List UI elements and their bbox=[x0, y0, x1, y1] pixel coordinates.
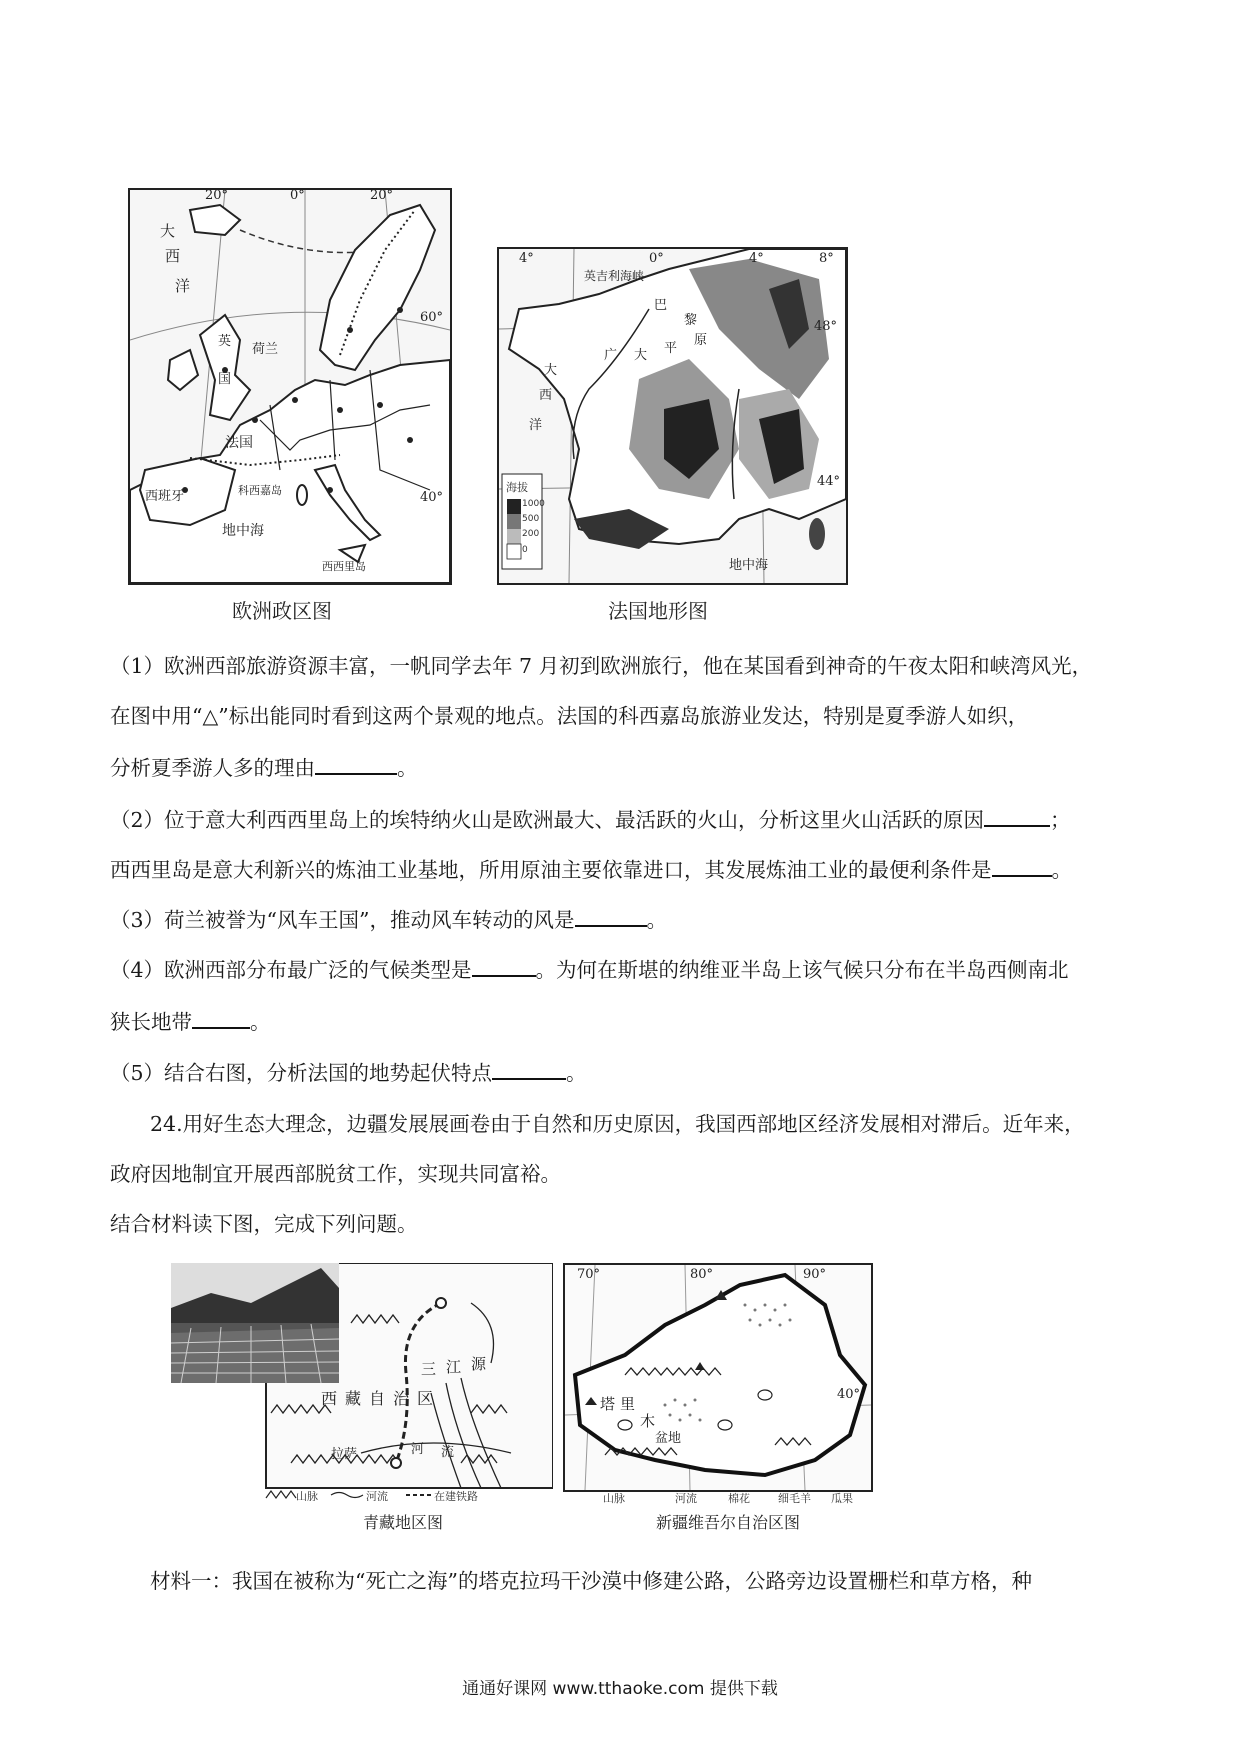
qinghai-label-sanjiang-1: 三 bbox=[421, 1360, 437, 1378]
xinjiang-label-lon80: 80° bbox=[690, 1267, 714, 1282]
q2-answer-blank-1[interactable] bbox=[984, 805, 1050, 827]
q4-line-1 bbox=[110, 955, 1140, 984]
page-footer: 通通好课网 www.tthaoke.com 提供下载 bbox=[462, 1679, 778, 1699]
q4-answer-blank-2[interactable] bbox=[192, 1007, 250, 1029]
france-label-channel: 英吉利海峡 bbox=[584, 269, 645, 283]
france-label-basin-1: 巴 bbox=[654, 298, 668, 313]
q4-line-1-end: 。为何在斯堪的纳维亚半岛上该气候只分布在半岛西侧南北 bbox=[535, 958, 1069, 982]
xinjiang-map-caption: 新疆维吾尔自治区图 bbox=[656, 1513, 801, 1532]
q3-end: 。 bbox=[646, 908, 668, 932]
france-label-atlantic-2: 西 bbox=[539, 388, 553, 403]
europe-label-sicily: 西西里岛 bbox=[322, 560, 366, 573]
xinjiang-legend-melon: 瓜果 bbox=[831, 1492, 853, 1505]
france-map-drawing bbox=[499, 249, 846, 583]
xinjiang-legend bbox=[563, 1490, 869, 1504]
europe-label-lon-w20: 20° bbox=[205, 188, 229, 203]
q5-text: （5）结合右图，分析法国的地势起伏特点 bbox=[110, 1061, 493, 1085]
qinghai-label-river-2: 流 bbox=[441, 1445, 455, 1460]
europe-label-uk-1: 英 bbox=[218, 334, 232, 349]
q2-line-2-end: 。 bbox=[1051, 858, 1072, 882]
q24-line-2: 政府因地制宜开展西部脱贫工作，实现共同富裕。 bbox=[110, 1162, 561, 1186]
xinjiang-legend-river: 河流 bbox=[675, 1492, 697, 1505]
france-label-plain-2: 大 bbox=[634, 348, 648, 363]
xinjiang-label-tarim-2: 里 bbox=[620, 1395, 636, 1413]
france-legend-0: 0 bbox=[522, 545, 528, 555]
qinghai-legend-river: 河流 bbox=[366, 1490, 388, 1501]
q3-line bbox=[110, 905, 1140, 934]
europe-label-atlantic-1: 大 bbox=[160, 222, 176, 240]
q1-answer-blank[interactable] bbox=[315, 753, 397, 775]
qinghai-label-sanjiang-2: 江 bbox=[446, 1358, 462, 1376]
europe-label-lon-0: 0° bbox=[290, 188, 305, 203]
france-label-plain-4: 原 bbox=[694, 333, 708, 348]
q4-answer-blank-1[interactable] bbox=[472, 955, 536, 977]
xinjiang-label-tarim-1: 塔 bbox=[600, 1395, 616, 1413]
q3-text: （3）荷兰被誉为“风车王国”，推动风车转动的风是 bbox=[110, 908, 575, 932]
q3-answer-blank[interactable] bbox=[575, 905, 647, 927]
europe-political-map bbox=[128, 188, 452, 585]
france-legend-200: 200 bbox=[522, 529, 540, 539]
qinghai-label-sanjiang-3: 源 bbox=[471, 1355, 487, 1373]
france-label-plain-3: 平 bbox=[664, 341, 678, 356]
xinjiang-map-drawing bbox=[565, 1265, 871, 1490]
europe-label-med: 地中海 bbox=[222, 523, 264, 539]
q5-line bbox=[110, 1058, 1140, 1087]
france-legend-500: 500 bbox=[522, 514, 540, 524]
q2-answer-blank-2[interactable] bbox=[992, 855, 1052, 877]
france-label-lat-44: 44° bbox=[817, 474, 841, 489]
europe-label-uk-2: 国 bbox=[218, 372, 232, 387]
xinjiang-legend-sheep: 细毛羊 bbox=[778, 1492, 811, 1505]
qinghai-legend-mountain: 山脉 bbox=[296, 1490, 318, 1501]
qinghai-map-caption: 青藏地区图 bbox=[363, 1513, 444, 1532]
xinjiang-legend-mountain: 山脉 bbox=[603, 1492, 625, 1505]
q1-line-3-text: 分析夏季游人多的理由 bbox=[110, 756, 315, 780]
france-legend-title: 海拔 bbox=[506, 481, 528, 494]
france-label-lon-w4: 4° bbox=[519, 251, 534, 266]
qinghai-label-lhasa: 拉萨 bbox=[331, 1447, 358, 1462]
france-label-basin-2: 黎 bbox=[684, 313, 698, 328]
xinjiang-label-basin: 盆地 bbox=[655, 1431, 682, 1446]
europe-label-spain: 西班牙 bbox=[145, 489, 185, 504]
q2-line-1-end: ； bbox=[1050, 808, 1071, 832]
europe-label-atlantic-2: 西 bbox=[165, 247, 181, 265]
q24-line-1: 24.用好生态大理念，边疆发展展画卷由于自然和历史原因，我国西部地区经济发展相对滞后。近年来， bbox=[150, 1112, 1085, 1136]
q4-line-2-end: 。 bbox=[250, 1010, 271, 1034]
france-terrain-map bbox=[497, 247, 848, 585]
europe-label-lat-60: 60° bbox=[420, 310, 444, 325]
q4-line-1-text: （4）欧洲西部分布最广泛的气候类型是 bbox=[110, 958, 472, 982]
france-label-plain-1: 广 bbox=[604, 348, 618, 363]
xinjiang-label-tarim-3: 木 bbox=[640, 1412, 656, 1430]
qinghai-label-river-1: 河 bbox=[411, 1442, 425, 1457]
q1-line-2: 在图中用“△”标出能同时看到这两个景观的地点。法国的科西嘉岛旅游业发达，特别是夏季游人如织， bbox=[110, 704, 1029, 728]
q1-line-1: （1）欧洲西部旅游资源丰富，一帆同学去年 7 月初到欧洲旅行，他在某国看到神奇的午夜太阳和峡湾风光， bbox=[110, 654, 1093, 678]
europe-label-lon-e20: 20° bbox=[370, 188, 394, 203]
france-label-lon-e4: 4° bbox=[749, 251, 764, 266]
france-label-lat-48: 48° bbox=[814, 319, 838, 334]
europe-label-france: 法国 bbox=[225, 435, 253, 451]
q1-line-3-end: 。 bbox=[397, 756, 418, 780]
france-label-atlantic-1: 大 bbox=[544, 363, 558, 378]
xinjiang-label-lon70: 70° bbox=[577, 1267, 601, 1282]
europe-label-netherlands: 荷兰 bbox=[252, 342, 279, 357]
q2-line-2-text: 西西里岛是意大利新兴的炼油工业基地，所用原油主要依靠进口，其发展炼油工业的最便利条件是 bbox=[110, 858, 992, 882]
xinjiang-legend-cotton: 棉花 bbox=[728, 1492, 750, 1505]
qinghai-legend-railway: 在建铁路 bbox=[434, 1490, 478, 1501]
q2-line-2 bbox=[110, 855, 1140, 884]
qinghai-tibet-map bbox=[171, 1263, 553, 1501]
europe-map-caption: 欧洲政区图 bbox=[232, 599, 332, 623]
europe-label-atlantic-3: 洋 bbox=[175, 277, 191, 295]
france-label-lon-0: 0° bbox=[649, 251, 664, 266]
material-1: 材料一：我国在被称为“死亡之海”的塔克拉玛干沙漠中修建公路，公路旁边设置栅栏和草方格，种 bbox=[150, 1569, 1032, 1593]
france-label-atlantic-3: 洋 bbox=[529, 418, 543, 433]
xinjiang-label-lon90: 90° bbox=[803, 1267, 827, 1282]
q5-answer-blank[interactable] bbox=[492, 1058, 566, 1080]
xinjiang-map bbox=[563, 1263, 873, 1492]
qinghai-map-drawing bbox=[171, 1263, 553, 1501]
q4-line-2 bbox=[110, 1007, 1140, 1036]
europe-label-lat-40: 40° bbox=[420, 490, 444, 505]
q4-line-2-text: 狭长地带 bbox=[110, 1010, 192, 1034]
france-label-lon-e8: 8° bbox=[819, 251, 834, 266]
france-label-med: 地中海 bbox=[729, 558, 769, 573]
qinghai-label-tibet: 西藏自治区 bbox=[321, 1389, 442, 1408]
q24-line-3: 结合材料读下图，完成下列问题。 bbox=[110, 1212, 418, 1236]
europe-label-corsica: 科西嘉岛 bbox=[238, 484, 282, 497]
france-legend-1000: 1000 bbox=[522, 499, 545, 509]
q5-end: 。 bbox=[566, 1061, 587, 1085]
xinjiang-label-lat40: 40° bbox=[837, 1387, 861, 1402]
q2-line-1-text: （2）位于意大利西西里岛上的埃特纳火山是欧洲最大、最活跃的火山，分析这里火山活跃的原因 bbox=[110, 808, 985, 832]
france-map-caption: 法国地形图 bbox=[608, 599, 708, 623]
q2-line-1 bbox=[110, 805, 1140, 834]
q1-line-3 bbox=[110, 753, 1140, 782]
